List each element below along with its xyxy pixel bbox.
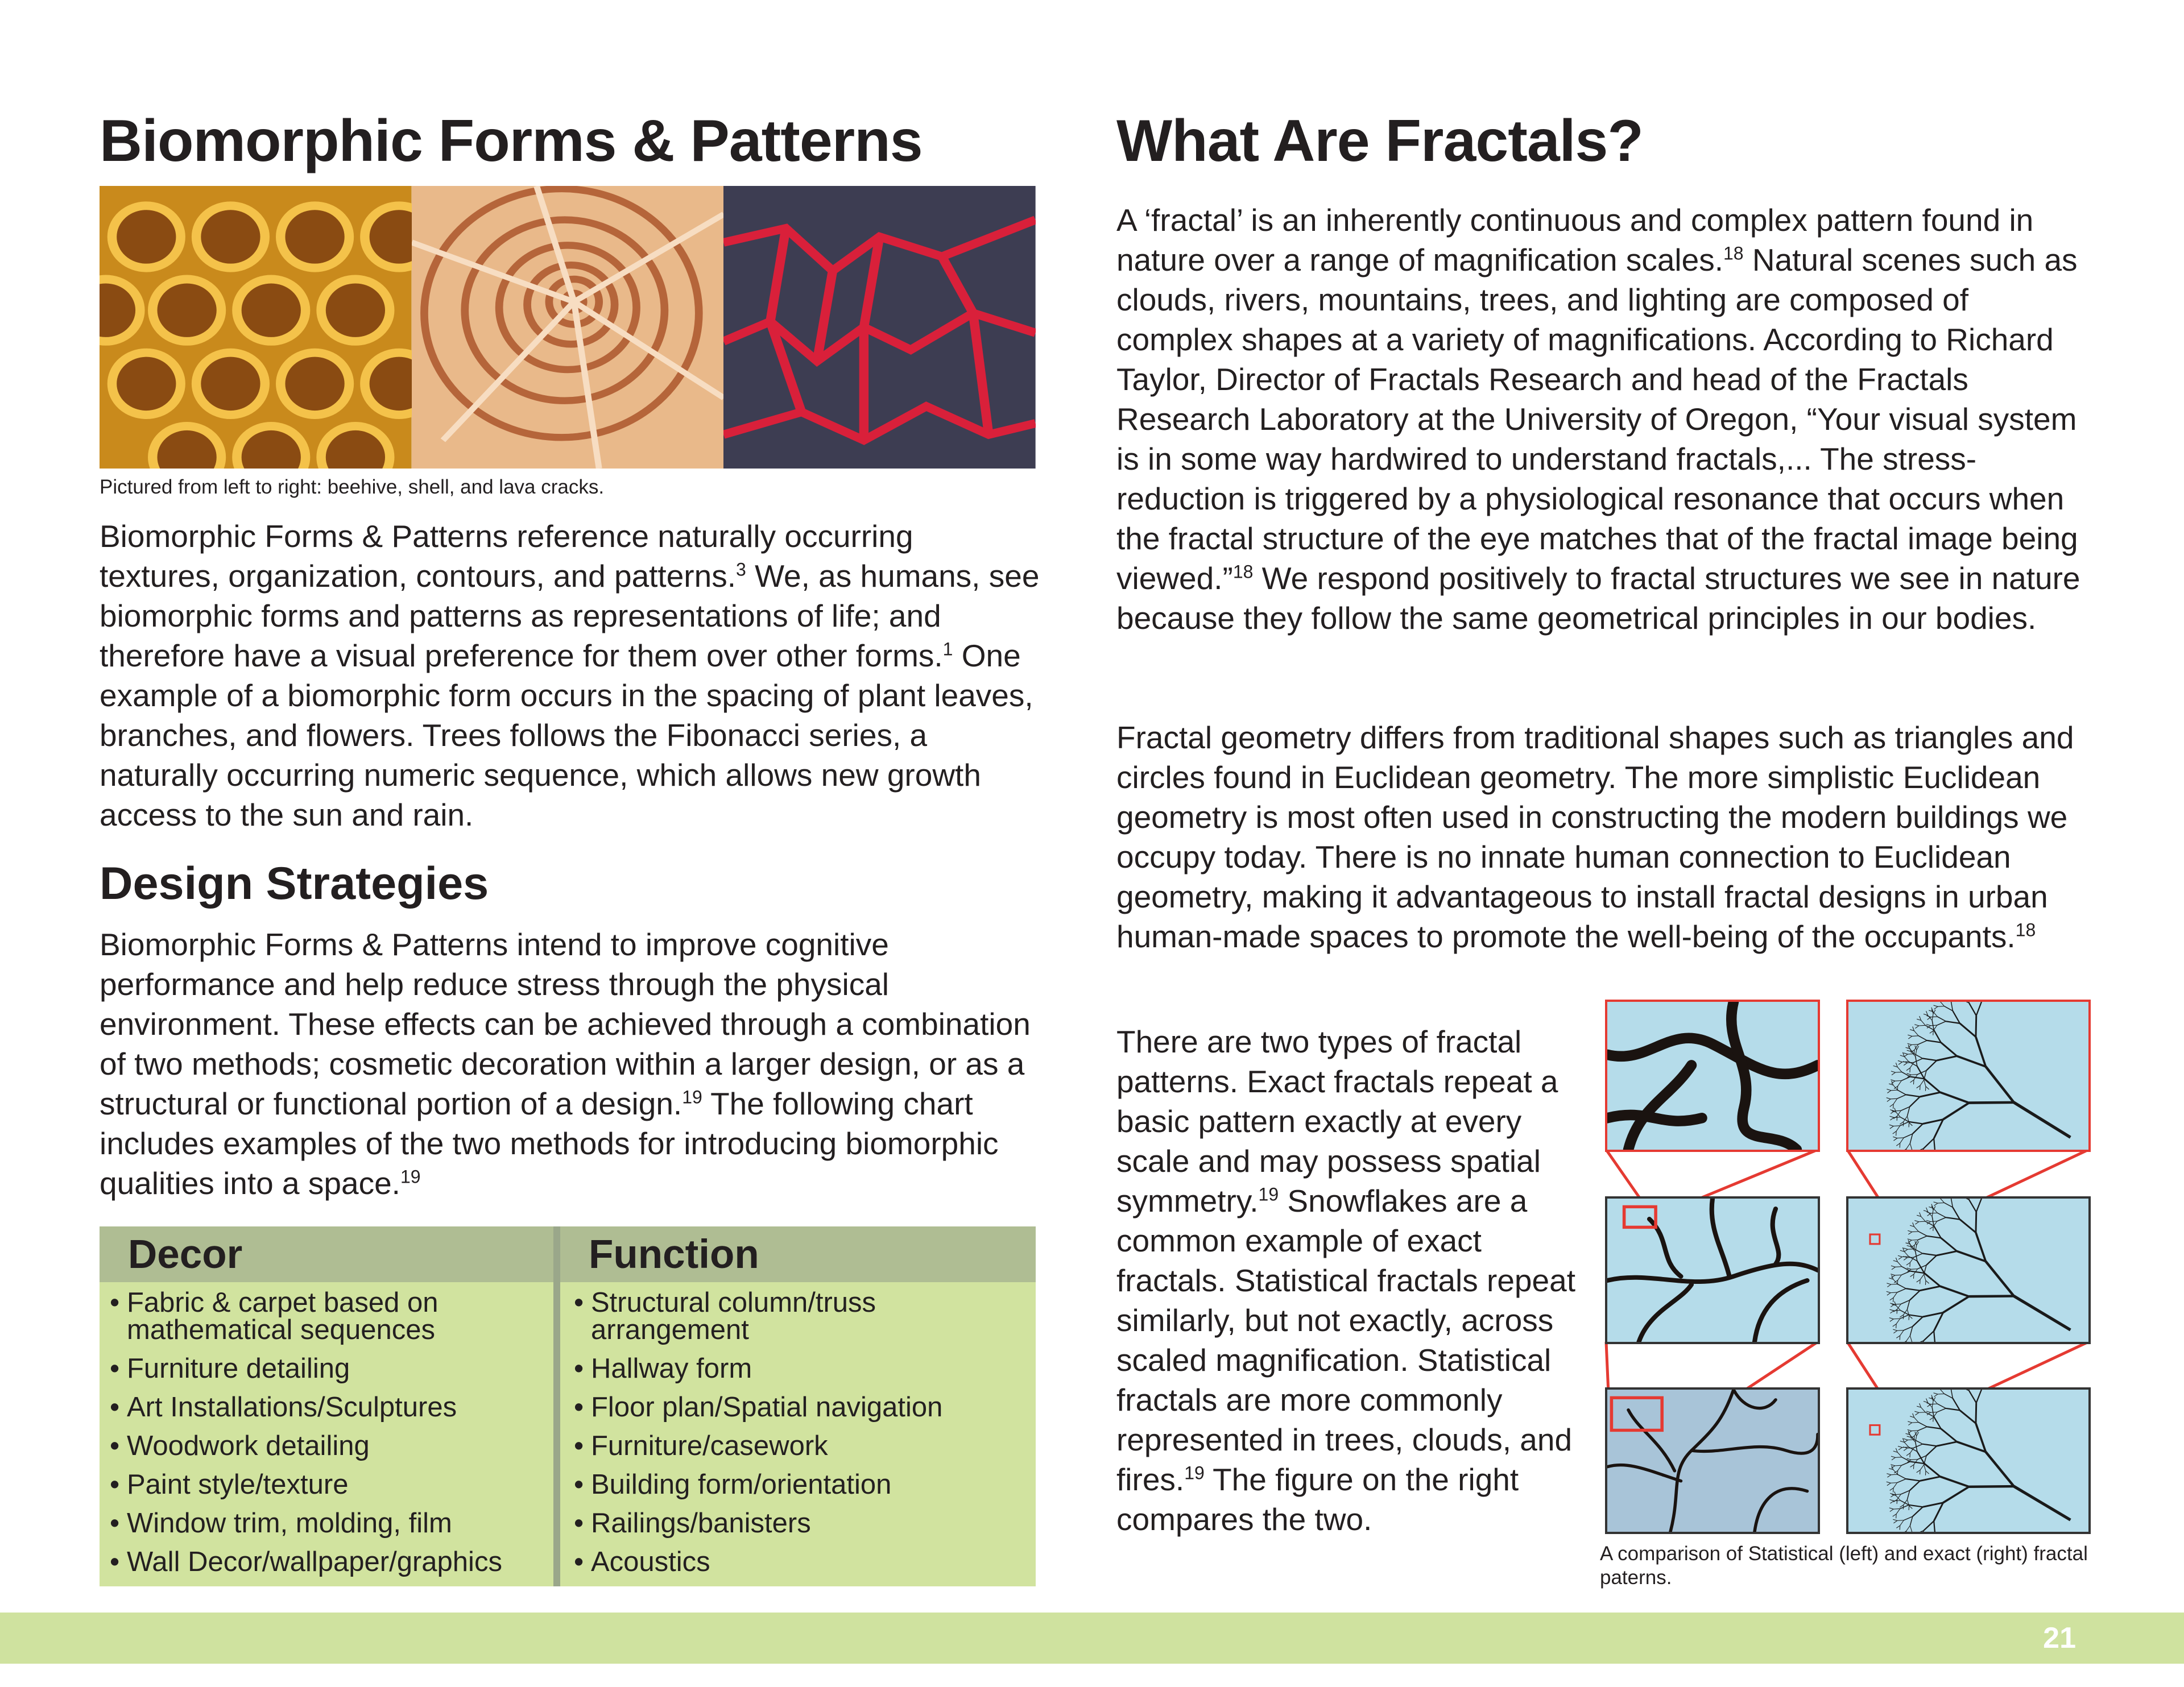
text-run: Biomorphic Forms & Patterns intend to improve cognitive performance and help reduce stress through the physical environment. These effects can be achieved through a combination of two methods; cosmetic decoration within a larger design, or as a structural or functional portion of a design.	[100, 927, 1031, 1121]
text-run: A ‘fractal’ is an inherently continuous and complex pattern found in nature over a range of magnification scales.	[1116, 202, 2034, 277]
function-item: • Acoustics	[574, 1548, 972, 1576]
decor-item: • Wall Decor/wallpaper/graphics	[110, 1548, 531, 1576]
fractal-comparison-figure	[1598, 995, 2093, 1535]
lava-photo	[723, 186, 1036, 469]
function-item: • Railings/banisters	[574, 1510, 972, 1537]
function-header: Function	[589, 1232, 759, 1277]
right-title: What Are Fractals?	[1116, 108, 1643, 174]
page-number: 21	[2043, 1622, 2076, 1655]
text-run: We respond positively to fractal structures we see in nature because they follow the same geometrical principles in our bodies.	[1116, 561, 2080, 636]
footnote-ref: 19	[1184, 1462, 1205, 1483]
text-run: Fractal geometry differs from traditional shapes such as triangles and circles found in Euclidean geometry. The more simplistic Euclidean geometry is most often used in constructing the modern buildings we occupy today. There is no innate human connection to Euclidean geometry, making it advantageous to install fractal designs in urban human-made spaces to promote the well-being of the occupants.	[1116, 720, 2074, 954]
decor-header: Decor	[128, 1232, 243, 1277]
function-item: • Furniture/casework	[574, 1432, 972, 1460]
text-run: The figure on the right compares the two.	[1116, 1462, 1519, 1537]
decor-item: • Art Installations/Sculptures	[110, 1394, 531, 1421]
text-run: There are two types of fractal patterns. Exact fractals repeat a basic pattern exactly at every scale and may possess spatial symmetry.	[1116, 1024, 1558, 1218]
function-item: • Floor plan/Spatial navigation	[574, 1394, 972, 1421]
footnote-ref: 1	[942, 639, 953, 660]
text-run: One example of a biomorphic form occurs in the spacing of plant leaves, branches, and flowers. Trees follows the Fibonacci series, a naturally occurring numeric sequence, which allows new growth access to the sun and rain.	[100, 638, 1033, 832]
function-item: • Structural column/truss arrangement	[574, 1289, 972, 1344]
exact-fractal-zoom-3	[1846, 1000, 2091, 1152]
function-item: • Hallway form	[574, 1355, 972, 1382]
photo-strip	[100, 186, 1036, 469]
right-paragraph-1	[1116, 200, 2083, 638]
strategies-table	[100, 1226, 1036, 1586]
footnote-ref: 3	[736, 559, 746, 580]
figure-caption: A comparison of Statistical (left) and exact (right) fractal paterns.	[1600, 1543, 2088, 1589]
function-item: • Building form/orientation	[574, 1471, 972, 1498]
footnote-ref: 19	[682, 1087, 702, 1108]
text-run: We, as humans, see biomorphic forms and patterns as representations of life; and therefore have a visual preference for them over other forms.	[100, 558, 1040, 673]
footnote-ref: 18	[1232, 561, 1254, 582]
decor-list	[110, 1289, 531, 1587]
footnote-ref: 18	[1723, 243, 1744, 264]
footer-bar	[0, 1613, 2184, 1664]
footnote-ref: 19	[1258, 1184, 1279, 1205]
text-run: Natural scenes such as clouds, rivers, mountains, trees, and lighting are composed of complex shapes at a variety of magnifications. According to Richard Taylor, Director of Fractals Research and head of the Fractals Research Laboratory at the University of Oregon, “Your visual system is in some way hardwired to understand fractals,... The stress-reduction is triggered by a physiological resonance that occurs when the fractal structure of the eye matches that of the fractal image being viewed.”	[1116, 242, 2078, 596]
statistical-fractal-zoom-2	[1605, 1196, 1820, 1344]
function-list	[574, 1289, 972, 1587]
right-paragraph-2	[1116, 718, 2083, 956]
statistical-fractal-full	[1605, 1387, 1820, 1534]
decor-item: • Woodwork detailing	[110, 1432, 531, 1460]
footnote-ref: 18	[2015, 919, 2036, 940]
decor-item: • Window trim, molding, film	[110, 1510, 531, 1537]
decor-item: • Paint style/texture	[110, 1471, 531, 1498]
decor-item: • Fabric & carpet based on mathematical sequences	[110, 1289, 531, 1344]
beehive-photo	[100, 186, 412, 469]
table-divider	[553, 1226, 560, 1586]
left-paragraph-1	[100, 516, 1041, 835]
footnote-ref: 19	[400, 1166, 421, 1187]
design-strategies-heading: Design Strategies	[100, 858, 489, 909]
left-title: Biomorphic Forms & Patterns	[100, 108, 923, 174]
decor-item: • Furniture detailing	[110, 1355, 531, 1382]
text-run: Biomorphic Forms & Patterns reference naturally occurring textures, organization, contours, and patterns.	[100, 519, 913, 594]
statistical-fractal-zoom-3	[1605, 1000, 1820, 1152]
left-paragraph-2	[100, 925, 1041, 1203]
shell-photo	[412, 186, 724, 469]
text-run: The following chart includes examples of the two methods for introducing biomorphic qualities into a space.	[100, 1086, 999, 1201]
exact-fractal-full	[1846, 1387, 2091, 1534]
photo-caption: Pictured from left to right: beehive, shell, and lava cracks.	[100, 476, 605, 498]
text-run: Snowflakes are a common example of exact fractals. Statistical fractals repeat similarly, but not exactly, across scaled magnification. Statistical fractals are more commonly represented in trees, clouds, and fires.	[1116, 1183, 1575, 1497]
exact-fractal-zoom-2	[1846, 1196, 2091, 1344]
right-paragraph-3	[1116, 1022, 1589, 1539]
